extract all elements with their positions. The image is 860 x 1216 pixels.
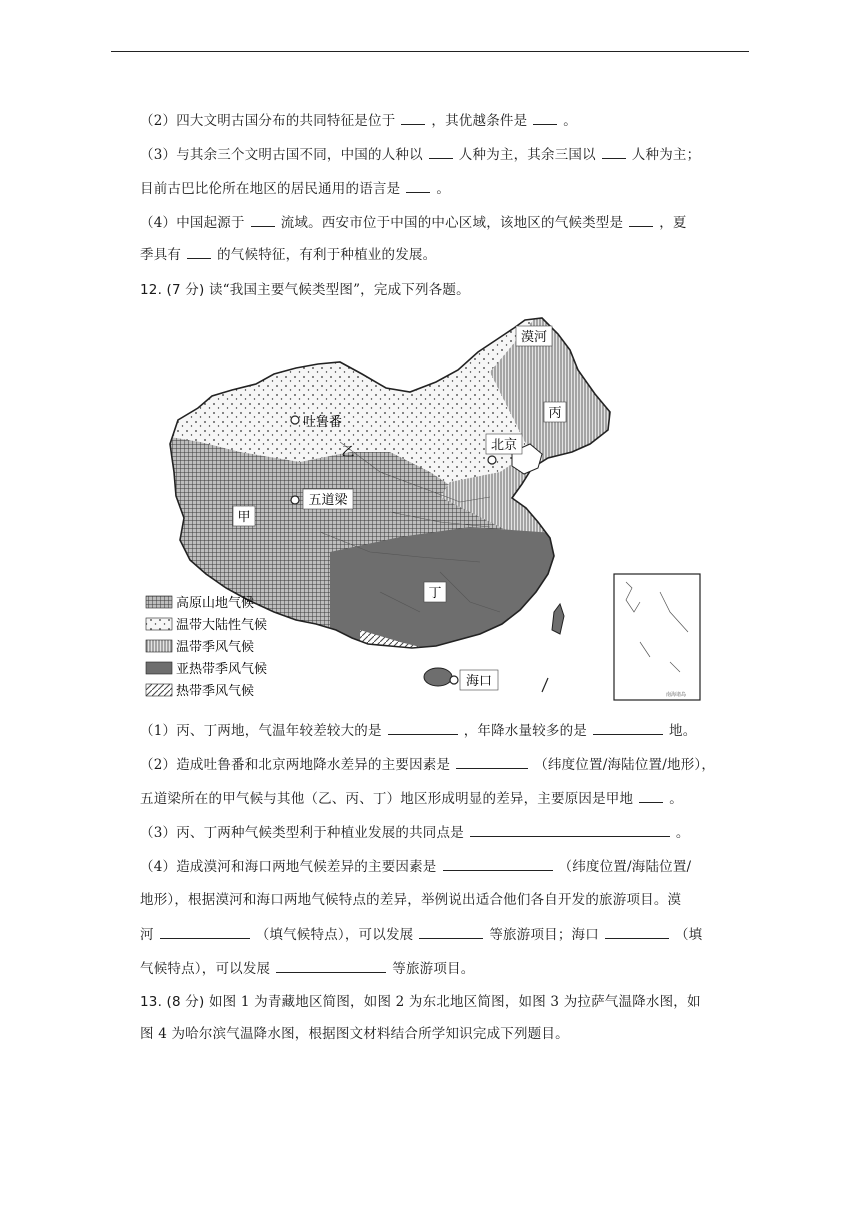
svg-text:乙: 乙 bbox=[341, 445, 355, 460]
q11-part2: （2）四大文明古国分布的共同特征是位于 ，其优越条件是 。 bbox=[140, 110, 577, 131]
answer-blank[interactable] bbox=[419, 924, 483, 939]
q12-sub2-line2: 五道梁所在的甲气候与其他（乙、丙、丁）地区形成明显的差异，主要原因是甲地 。 bbox=[140, 788, 683, 809]
answer-blank[interactable] bbox=[406, 178, 430, 193]
svg-text:甲: 甲 bbox=[237, 510, 251, 525]
answer-blank[interactable] bbox=[276, 958, 386, 973]
question-number: 13. (8 分) bbox=[140, 994, 205, 1010]
svg-text:亚热带季风气候: 亚热带季风气候 bbox=[176, 662, 268, 677]
q11-part4-line2: 季具有 的气候特征，有利于种植业的发展。 bbox=[140, 244, 436, 265]
svg-text:热带季风气候: 热带季风气候 bbox=[176, 684, 255, 699]
answer-blank[interactable] bbox=[187, 244, 211, 259]
answer-blank[interactable] bbox=[443, 856, 553, 871]
label-mohe bbox=[516, 326, 552, 346]
q11-part3-line1: （3）与其余三个文明古国不同，中国的人种以 人种为主，其余三国以 人种为主； bbox=[140, 144, 700, 165]
answer-blank[interactable] bbox=[456, 754, 528, 769]
question-number: 12. (7 分) bbox=[140, 282, 205, 298]
answer-blank[interactable] bbox=[429, 144, 453, 159]
answer-blank[interactable] bbox=[629, 212, 653, 227]
q12-sub4-line1: （4）造成漠河和海口两地气候差异的主要因素是 （纬度位置/海陆位置/ bbox=[140, 856, 691, 877]
answer-blank[interactable] bbox=[251, 212, 275, 227]
question-stem: 读“我国主要气候类型图”，完成下列各题。 bbox=[208, 282, 470, 298]
q12-header bbox=[140, 280, 470, 300]
answer-blank[interactable] bbox=[388, 720, 458, 735]
label-bing bbox=[544, 402, 566, 422]
label-ding bbox=[424, 582, 446, 602]
svg-text:高原山地气候: 高原山地气候 bbox=[176, 596, 255, 611]
q12-sub1: （1）丙、丁两地，气温年较差较大的是 ，年降水量较多的是 地。 bbox=[140, 720, 696, 741]
svg-text:温带季风气候: 温带季风气候 bbox=[176, 640, 255, 655]
map-legend bbox=[146, 595, 267, 699]
question-stem: 如图 1 为青藏地区简图，如图 2 为东北地区简图，如图 3 为拉萨气温降水图，如 bbox=[208, 994, 701, 1010]
q11-part3-line2: 目前古巴比伦所在地区的居民通用的语言是 。 bbox=[140, 178, 450, 199]
label-yi bbox=[341, 445, 354, 460]
answer-blank[interactable] bbox=[160, 924, 250, 939]
q12-sub3: （3）丙、丁两种气候类型利于种植业发展的共同点是 。 bbox=[140, 822, 690, 843]
header-rule bbox=[111, 51, 749, 52]
q13-line2: 图 4 为哈尔滨气温降水图，根据图文材料结合所学知识完成下列题目。 bbox=[140, 1026, 569, 1042]
svg-text:漠河: 漠河 bbox=[520, 330, 548, 345]
inset-label: 南海诸岛 bbox=[665, 692, 686, 698]
answer-blank[interactable] bbox=[401, 110, 425, 125]
answer-blank[interactable] bbox=[605, 924, 669, 939]
q12-sub4-line3: 河 （填气候特点），可以发展 等旅游项目；海口 （填 bbox=[140, 924, 702, 945]
answer-blank[interactable] bbox=[639, 788, 663, 803]
svg-text:丙: 丙 bbox=[548, 406, 562, 421]
label-haikou bbox=[450, 670, 498, 690]
climate-map bbox=[140, 312, 720, 707]
label-jia bbox=[233, 506, 255, 526]
q13-line1 bbox=[140, 992, 701, 1012]
svg-text:温带大陆性气候: 温带大陆性气候 bbox=[176, 618, 268, 633]
answer-blank[interactable] bbox=[470, 822, 670, 837]
q12-sub4-line2: 地形），根据漠河和海口两地气候特点的差异，举例说出适合他们各自开发的旅游项目。漠 bbox=[140, 892, 682, 908]
q11-part4-line1: （4）中国起源于 流域。西安市位于中国的中心区域，该地区的气候类型是 ，夏 bbox=[140, 212, 687, 233]
q12-sub2-line1: （2）造成吐鲁番和北京两地降水差异的主要因素是 （纬度位置/海陆位置/地形）， bbox=[140, 754, 715, 775]
svg-text:北京: 北京 bbox=[490, 438, 518, 453]
answer-blank[interactable] bbox=[533, 110, 557, 125]
svg-text:海口: 海口 bbox=[465, 674, 493, 689]
svg-text:五道梁: 五道梁 bbox=[308, 493, 348, 508]
svg-text:丁: 丁 bbox=[428, 586, 442, 601]
q12-sub4-line4: 气候特点），可以发展 等旅游项目。 bbox=[140, 958, 474, 979]
answer-blank[interactable] bbox=[593, 720, 663, 735]
answer-blank[interactable] bbox=[602, 144, 626, 159]
svg-text:吐鲁番: 吐鲁番 bbox=[303, 415, 343, 430]
